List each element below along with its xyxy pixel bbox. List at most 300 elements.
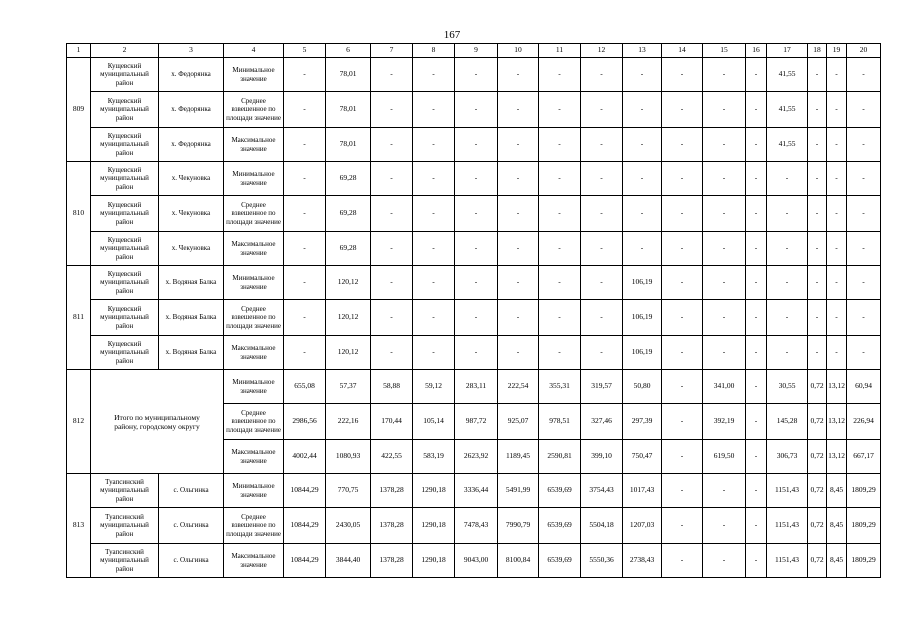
value-cell: 10844,29: [284, 544, 326, 578]
value-cell: 69,28: [326, 232, 371, 266]
value-cell: 58,88: [371, 370, 413, 404]
value-cell: -: [746, 232, 767, 266]
value-cell: 59,12: [413, 370, 455, 404]
value-cell: -: [746, 128, 767, 162]
value-cell: 655,08: [284, 370, 326, 404]
value-cell: -: [703, 196, 746, 232]
table-row: [67, 58, 881, 92]
header-row: [67, 44, 881, 58]
value-cell: 1151,43: [767, 544, 808, 578]
value-cell: 78,01: [326, 92, 371, 128]
value-cell: 8100,84: [498, 544, 539, 578]
value-cell: 1809,29: [847, 474, 881, 508]
value-cell: -: [539, 58, 581, 92]
value-cell: -: [767, 300, 808, 336]
value-cell: 8,45: [827, 508, 847, 544]
value-cell: -: [413, 232, 455, 266]
value-cell: -: [371, 336, 413, 370]
value-cell: -: [703, 162, 746, 196]
value-cell: -: [808, 162, 827, 196]
value-cell: -: [371, 92, 413, 128]
value-cell: -: [847, 300, 881, 336]
value-cell: -: [703, 474, 746, 508]
value-cell: 399,10: [581, 440, 623, 474]
value-cell: -: [371, 300, 413, 336]
value-cell: 0,72: [808, 544, 827, 578]
value-cell: 0,72: [808, 370, 827, 404]
header-cell: 18: [808, 44, 827, 58]
header-cell: 11: [539, 44, 581, 58]
value-cell: -: [808, 266, 827, 300]
value-cell: -: [827, 336, 847, 370]
value-cell: -: [746, 474, 767, 508]
value-cell: 1189,45: [498, 440, 539, 474]
page-number: 167: [443, 29, 461, 41]
value-cell: 0,72: [808, 508, 827, 544]
value-cell: 3336,44: [455, 474, 498, 508]
settlement-cell: х. Водяная Балка: [159, 300, 224, 336]
value-cell: 2986,56: [284, 404, 326, 440]
value-cell: 422,55: [371, 440, 413, 474]
table-row: [67, 92, 881, 128]
value-cell: 3844,40: [326, 544, 371, 578]
district-cell: Кущевский муниципальный район: [91, 92, 159, 128]
value-cell: 120,12: [326, 300, 371, 336]
value-cell: -: [808, 196, 827, 232]
value-cell: -: [371, 162, 413, 196]
value-cell: 13,12: [827, 440, 847, 474]
metric-cell: Среднее взвешенное по площади значение: [224, 196, 284, 232]
value-cell: -: [498, 92, 539, 128]
value-cell: -: [808, 300, 827, 336]
header-cell: 4: [224, 44, 284, 58]
value-cell: -: [746, 58, 767, 92]
value-cell: -: [746, 266, 767, 300]
value-cell: 1151,43: [767, 508, 808, 544]
value-cell: 7478,43: [455, 508, 498, 544]
metric-cell: Максимальное значение: [224, 440, 284, 474]
value-cell: -: [284, 92, 326, 128]
value-cell: -: [808, 92, 827, 128]
value-cell: 41,55: [767, 128, 808, 162]
value-cell: -: [284, 162, 326, 196]
value-cell: -: [623, 232, 662, 266]
metric-cell: Минимальное значение: [224, 162, 284, 196]
value-cell: -: [413, 196, 455, 232]
value-cell: 319,57: [581, 370, 623, 404]
value-cell: -: [284, 58, 326, 92]
value-cell: -: [662, 300, 703, 336]
value-cell: -: [662, 544, 703, 578]
value-cell: 619,50: [703, 440, 746, 474]
value-cell: -: [498, 196, 539, 232]
metric-cell: Среднее взвешенное по площади значение: [224, 404, 284, 440]
value-cell: -: [623, 162, 662, 196]
row-number: 813: [67, 474, 91, 578]
value-cell: -: [413, 92, 455, 128]
value-cell: -: [703, 92, 746, 128]
value-cell: -: [413, 58, 455, 92]
settlement-cell: х. Чекуновка: [159, 232, 224, 266]
value-cell: -: [847, 196, 881, 232]
value-cell: -: [413, 266, 455, 300]
value-cell: 10844,29: [284, 474, 326, 508]
value-cell: -: [767, 196, 808, 232]
metric-cell: Минимальное значение: [224, 58, 284, 92]
value-cell: -: [662, 58, 703, 92]
value-cell: -: [662, 128, 703, 162]
value-cell: 2623,92: [455, 440, 498, 474]
value-cell: -: [581, 336, 623, 370]
value-cell: 120,12: [326, 336, 371, 370]
value-cell: 978,51: [539, 404, 581, 440]
value-cell: 222,54: [498, 370, 539, 404]
value-cell: -: [662, 474, 703, 508]
value-cell: 41,55: [767, 92, 808, 128]
value-cell: -: [581, 232, 623, 266]
value-cell: -: [703, 508, 746, 544]
header-cell: 5: [284, 44, 326, 58]
value-cell: 770,75: [326, 474, 371, 508]
value-cell: -: [284, 300, 326, 336]
value-cell: 120,12: [326, 266, 371, 300]
settlement-cell: х. Федорянка: [159, 92, 224, 128]
value-cell: 78,01: [326, 58, 371, 92]
value-cell: -: [498, 162, 539, 196]
value-cell: -: [808, 336, 827, 370]
district-cell: Кущевский муниципальный район: [91, 232, 159, 266]
value-cell: -: [581, 128, 623, 162]
value-cell: 283,11: [455, 370, 498, 404]
value-cell: -: [539, 300, 581, 336]
district-cell: Кущевский муниципальный район: [91, 336, 159, 370]
table-row: [67, 300, 881, 336]
value-cell: 4002,44: [284, 440, 326, 474]
settlement-cell: с. Ольгинка: [159, 508, 224, 544]
row-number: 812: [67, 370, 91, 474]
district-cell: Туапсинский муниципальный район: [91, 544, 159, 578]
value-cell: -: [581, 58, 623, 92]
settlement-cell: х. Чекуновка: [159, 162, 224, 196]
value-cell: 1378,28: [371, 474, 413, 508]
value-cell: -: [455, 266, 498, 300]
value-cell: 0,72: [808, 404, 827, 440]
value-cell: -: [539, 336, 581, 370]
value-cell: 1290,18: [413, 508, 455, 544]
value-cell: -: [703, 300, 746, 336]
value-cell: -: [498, 336, 539, 370]
header-cell: 7: [371, 44, 413, 58]
value-cell: -: [827, 128, 847, 162]
value-cell: -: [662, 440, 703, 474]
value-cell: -: [827, 232, 847, 266]
metric-cell: Максимальное значение: [224, 232, 284, 266]
data-table: [66, 43, 881, 578]
value-cell: -: [847, 58, 881, 92]
header-cell: 20: [847, 44, 881, 58]
value-cell: 1290,18: [413, 544, 455, 578]
row-number: 810: [67, 162, 91, 266]
value-cell: 9043,00: [455, 544, 498, 578]
value-cell: -: [539, 128, 581, 162]
header-cell: 3: [159, 44, 224, 58]
value-cell: 105,14: [413, 404, 455, 440]
value-cell: -: [827, 196, 847, 232]
value-cell: -: [767, 162, 808, 196]
value-cell: -: [847, 92, 881, 128]
value-cell: -: [767, 266, 808, 300]
settlement-cell: с. Ольгинка: [159, 544, 224, 578]
value-cell: 6539,69: [539, 474, 581, 508]
value-cell: -: [581, 300, 623, 336]
value-cell: 41,55: [767, 58, 808, 92]
value-cell: -: [847, 266, 881, 300]
value-cell: -: [371, 58, 413, 92]
value-cell: 10844,29: [284, 508, 326, 544]
district-cell: Кущевский муниципальный район: [91, 162, 159, 196]
value-cell: 0,72: [808, 440, 827, 474]
header-cell: 8: [413, 44, 455, 58]
value-cell: -: [413, 162, 455, 196]
value-cell: 327,46: [581, 404, 623, 440]
value-cell: -: [662, 266, 703, 300]
value-cell: -: [746, 404, 767, 440]
row-number: 809: [67, 58, 91, 162]
metric-cell: Минимальное значение: [224, 474, 284, 508]
value-cell: -: [746, 440, 767, 474]
value-cell: 1080,93: [326, 440, 371, 474]
value-cell: 106,19: [623, 300, 662, 336]
value-cell: 7990,79: [498, 508, 539, 544]
value-cell: 1017,43: [623, 474, 662, 508]
settlement-cell: х. Федорянка: [159, 58, 224, 92]
metric-cell: Среднее взвешенное по площади значение: [224, 92, 284, 128]
value-cell: -: [371, 128, 413, 162]
value-cell: -: [703, 58, 746, 92]
value-cell: 69,28: [326, 196, 371, 232]
value-cell: 145,28: [767, 404, 808, 440]
value-cell: -: [767, 232, 808, 266]
value-cell: 60,94: [847, 370, 881, 404]
settlement-cell: х. Федорянка: [159, 128, 224, 162]
value-cell: -: [662, 508, 703, 544]
value-cell: -: [539, 162, 581, 196]
settlement-cell: х. Водяная Балка: [159, 266, 224, 300]
header-cell: 12: [581, 44, 623, 58]
district-cell: Кущевский муниципальный район: [91, 300, 159, 336]
table-row: [67, 474, 881, 508]
value-cell: -: [455, 300, 498, 336]
value-cell: -: [284, 196, 326, 232]
header-cell: 2: [91, 44, 159, 58]
value-cell: 1378,28: [371, 544, 413, 578]
table-row: [67, 336, 881, 370]
value-cell: -: [455, 162, 498, 196]
value-cell: -: [703, 128, 746, 162]
value-cell: -: [662, 336, 703, 370]
value-cell: -: [413, 300, 455, 336]
metric-cell: Среднее взвешенное по площади значение: [224, 300, 284, 336]
district-cell: Кущевский муниципальный район: [91, 128, 159, 162]
value-cell: -: [498, 58, 539, 92]
value-cell: -: [847, 162, 881, 196]
value-cell: -: [498, 300, 539, 336]
value-cell: 2738,43: [623, 544, 662, 578]
value-cell: 13,12: [827, 370, 847, 404]
value-cell: -: [662, 92, 703, 128]
value-cell: 1207,03: [623, 508, 662, 544]
value-cell: 925,07: [498, 404, 539, 440]
table-row: [67, 162, 881, 196]
header-cell: 16: [746, 44, 767, 58]
value-cell: -: [808, 58, 827, 92]
value-cell: 1378,28: [371, 508, 413, 544]
value-cell: -: [284, 336, 326, 370]
value-cell: -: [371, 232, 413, 266]
header-cell: 1: [67, 44, 91, 58]
value-cell: 106,19: [623, 266, 662, 300]
value-cell: -: [539, 92, 581, 128]
value-cell: -: [284, 232, 326, 266]
value-cell: -: [623, 58, 662, 92]
value-cell: 57,37: [326, 370, 371, 404]
value-cell: -: [455, 58, 498, 92]
value-cell: -: [746, 162, 767, 196]
value-cell: -: [455, 336, 498, 370]
value-cell: -: [623, 128, 662, 162]
value-cell: -: [498, 128, 539, 162]
header-cell: 15: [703, 44, 746, 58]
metric-cell: Максимальное значение: [224, 544, 284, 578]
table-row: [67, 370, 881, 404]
table-row: [67, 266, 881, 300]
value-cell: 750,47: [623, 440, 662, 474]
value-cell: -: [581, 196, 623, 232]
metric-cell: Среднее взвешенное по площади значение: [224, 508, 284, 544]
value-cell: 78,01: [326, 128, 371, 162]
metric-cell: Минимальное значение: [224, 370, 284, 404]
value-cell: 1151,43: [767, 474, 808, 508]
value-cell: -: [767, 336, 808, 370]
value-cell: -: [371, 196, 413, 232]
value-cell: 50,80: [623, 370, 662, 404]
header-cell: 10: [498, 44, 539, 58]
value-cell: 987,72: [455, 404, 498, 440]
value-cell: 226,94: [847, 404, 881, 440]
table-row: [67, 128, 881, 162]
value-cell: 13,12: [827, 404, 847, 440]
table-row: [67, 544, 881, 578]
value-cell: 392,19: [703, 404, 746, 440]
value-cell: 69,28: [326, 162, 371, 196]
header-cell: 19: [827, 44, 847, 58]
header-cell: 9: [455, 44, 498, 58]
value-cell: -: [455, 128, 498, 162]
value-cell: -: [746, 508, 767, 544]
metric-cell: Максимальное значение: [224, 128, 284, 162]
value-cell: -: [827, 92, 847, 128]
header-cell: 14: [662, 44, 703, 58]
value-cell: 170,44: [371, 404, 413, 440]
value-cell: -: [539, 196, 581, 232]
total-label: Итого по муниципальному району, городскому округу: [91, 370, 224, 474]
value-cell: -: [808, 232, 827, 266]
district-cell: Туапсинский муниципальный район: [91, 474, 159, 508]
value-cell: -: [662, 232, 703, 266]
value-cell: -: [498, 232, 539, 266]
value-cell: 297,39: [623, 404, 662, 440]
value-cell: -: [703, 544, 746, 578]
value-cell: 5550,36: [581, 544, 623, 578]
value-cell: -: [827, 162, 847, 196]
value-cell: 6539,69: [539, 544, 581, 578]
table-row: [67, 232, 881, 266]
value-cell: -: [413, 336, 455, 370]
value-cell: -: [703, 266, 746, 300]
value-cell: -: [662, 370, 703, 404]
value-cell: -: [371, 266, 413, 300]
district-cell: Кущевский муниципальный район: [91, 196, 159, 232]
value-cell: -: [581, 266, 623, 300]
value-cell: -: [746, 370, 767, 404]
value-cell: 106,19: [623, 336, 662, 370]
settlement-cell: х. Водяная Балка: [159, 336, 224, 370]
value-cell: 3754,43: [581, 474, 623, 508]
value-cell: -: [284, 266, 326, 300]
value-cell: -: [662, 196, 703, 232]
value-cell: 6539,69: [539, 508, 581, 544]
metric-cell: Минимальное значение: [224, 266, 284, 300]
value-cell: -: [703, 232, 746, 266]
value-cell: -: [847, 336, 881, 370]
value-cell: -: [662, 162, 703, 196]
value-cell: -: [808, 128, 827, 162]
value-cell: 306,73: [767, 440, 808, 474]
value-cell: -: [662, 404, 703, 440]
metric-cell: Максимальное значение: [224, 336, 284, 370]
table-row: [67, 196, 881, 232]
value-cell: -: [703, 336, 746, 370]
district-cell: Кущевский муниципальный район: [91, 266, 159, 300]
value-cell: 341,00: [703, 370, 746, 404]
value-cell: 1809,29: [847, 508, 881, 544]
value-cell: 2590,81: [539, 440, 581, 474]
value-cell: -: [827, 300, 847, 336]
value-cell: 5504,18: [581, 508, 623, 544]
value-cell: -: [581, 162, 623, 196]
value-cell: -: [746, 196, 767, 232]
value-cell: -: [746, 544, 767, 578]
value-cell: 8,45: [827, 474, 847, 508]
value-cell: -: [847, 232, 881, 266]
value-cell: -: [498, 266, 539, 300]
value-cell: 355,31: [539, 370, 581, 404]
value-cell: -: [413, 128, 455, 162]
value-cell: 2430,05: [326, 508, 371, 544]
district-cell: Кущевский муниципальный район: [91, 58, 159, 92]
value-cell: -: [581, 92, 623, 128]
district-cell: Туапсинский муниципальный район: [91, 508, 159, 544]
value-cell: -: [746, 336, 767, 370]
value-cell: -: [455, 232, 498, 266]
value-cell: 0,72: [808, 474, 827, 508]
value-cell: -: [539, 232, 581, 266]
row-number: 811: [67, 266, 91, 370]
value-cell: -: [623, 92, 662, 128]
value-cell: 1290,18: [413, 474, 455, 508]
value-cell: -: [746, 92, 767, 128]
settlement-cell: с. Ольгинка: [159, 474, 224, 508]
